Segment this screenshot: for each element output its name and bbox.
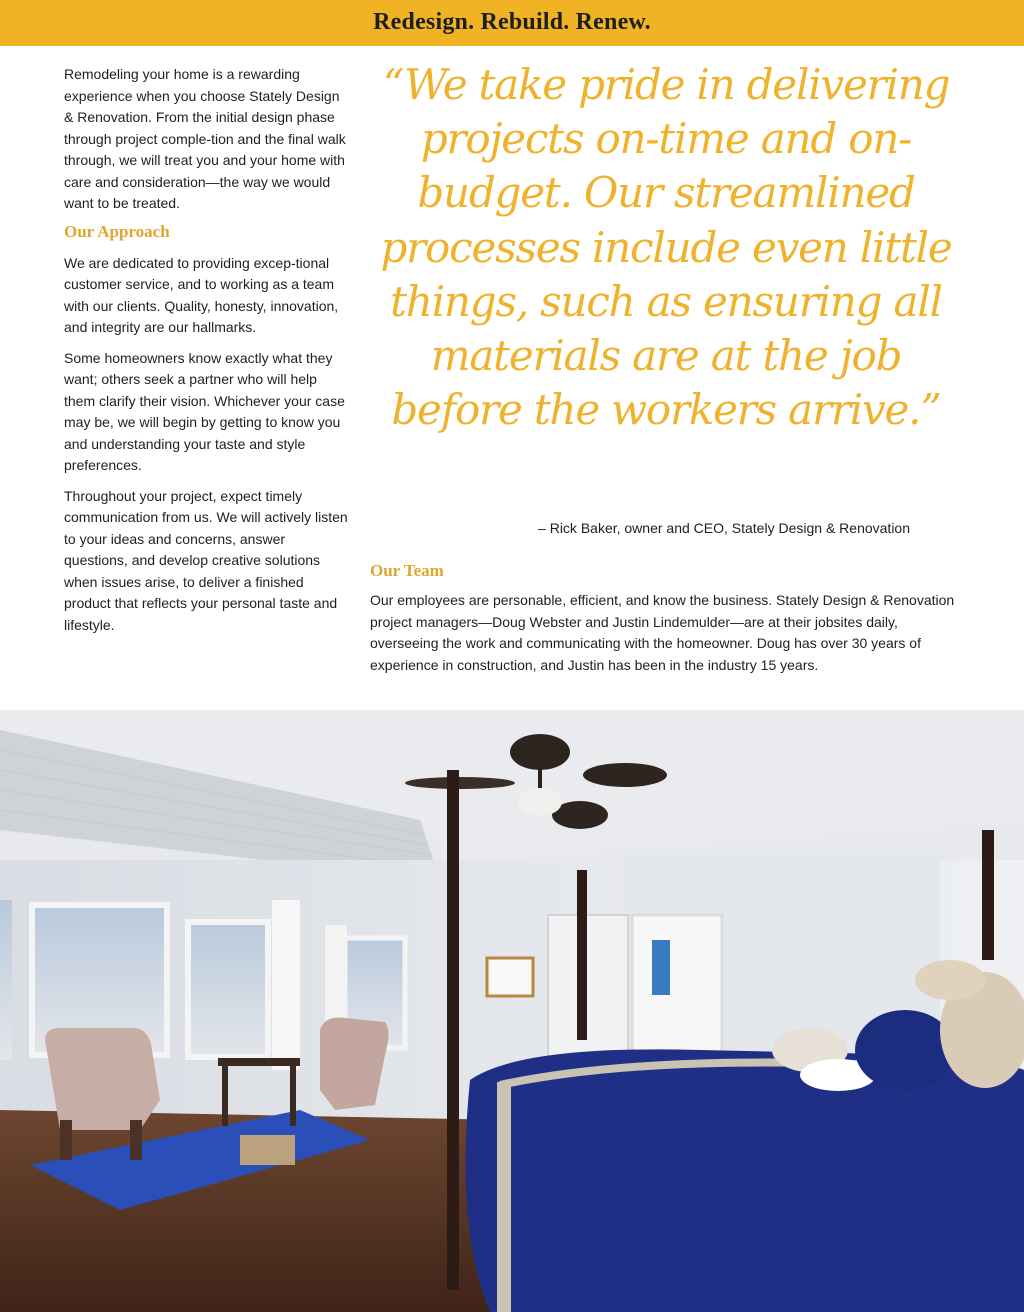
approach-paragraph: Some homeowners know exactly what they want; others seek a partner who will help them clarify their vision. Whichever your case may be, we will begin by getting to know you and understanding your taste and style preferences. xyxy=(64,349,345,473)
team-heading: Our Team xyxy=(370,561,444,580)
header-banner xyxy=(0,0,1024,46)
intro-paragraph: Remodeling your home is a rewarding experience when you choose Stately Design & Renovation. From the initial design phase through project comple-tion and the final walk through, we will treat you and your home with care and consideration—the way we would want to be treated. xyxy=(64,66,346,211)
team-paragraph: Our employees are personable, efficient, and know the business. Stately Design & Renovation project managers—Doug Webster and Justin Lindemulder—are at their jobsites daily, overseeing the work and communicating with the homeowner. Doug has over 30 years of experience in construction, and Justin has been in the industry 15 years. xyxy=(370,592,955,673)
curtain xyxy=(272,900,300,1070)
approach-paragraph: We are dedicated to providing excep-tional customer service, and to working as a team with our clients. Quality, honesty, innovation, and integrity are our hallmarks. xyxy=(64,254,339,335)
bed-comforter xyxy=(466,1049,1024,1312)
basket xyxy=(240,1135,295,1165)
bedroom-photo xyxy=(0,710,1024,1312)
approach-paragraph: Throughout your project, expect timely communication from us. We will actively listen to your ideas and concerns, answer questions, and develop creative solutions when issues arise, to deliver a finished product that reflects your personal taste and lifestyle. xyxy=(64,487,348,633)
quote-attribution: – Rick Baker, owner and CEO, Stately Design & Renovation xyxy=(538,520,910,536)
approach-heading: Our Approach xyxy=(64,221,170,241)
banner-title: Redesign. Rebuild. Renew. xyxy=(373,9,651,35)
desk xyxy=(218,1058,300,1066)
left-column xyxy=(64,64,350,645)
pull-quote: “We take pride in delivering projects on-time and on-budget. Our streamlined processes include even little things, such as ensuring all materials are at the job before the workers arrive.” xyxy=(380,60,952,435)
bedroom-illustration xyxy=(0,710,1024,1312)
picture-frame xyxy=(487,958,533,996)
team-section xyxy=(370,560,970,676)
armchair xyxy=(45,1028,160,1130)
